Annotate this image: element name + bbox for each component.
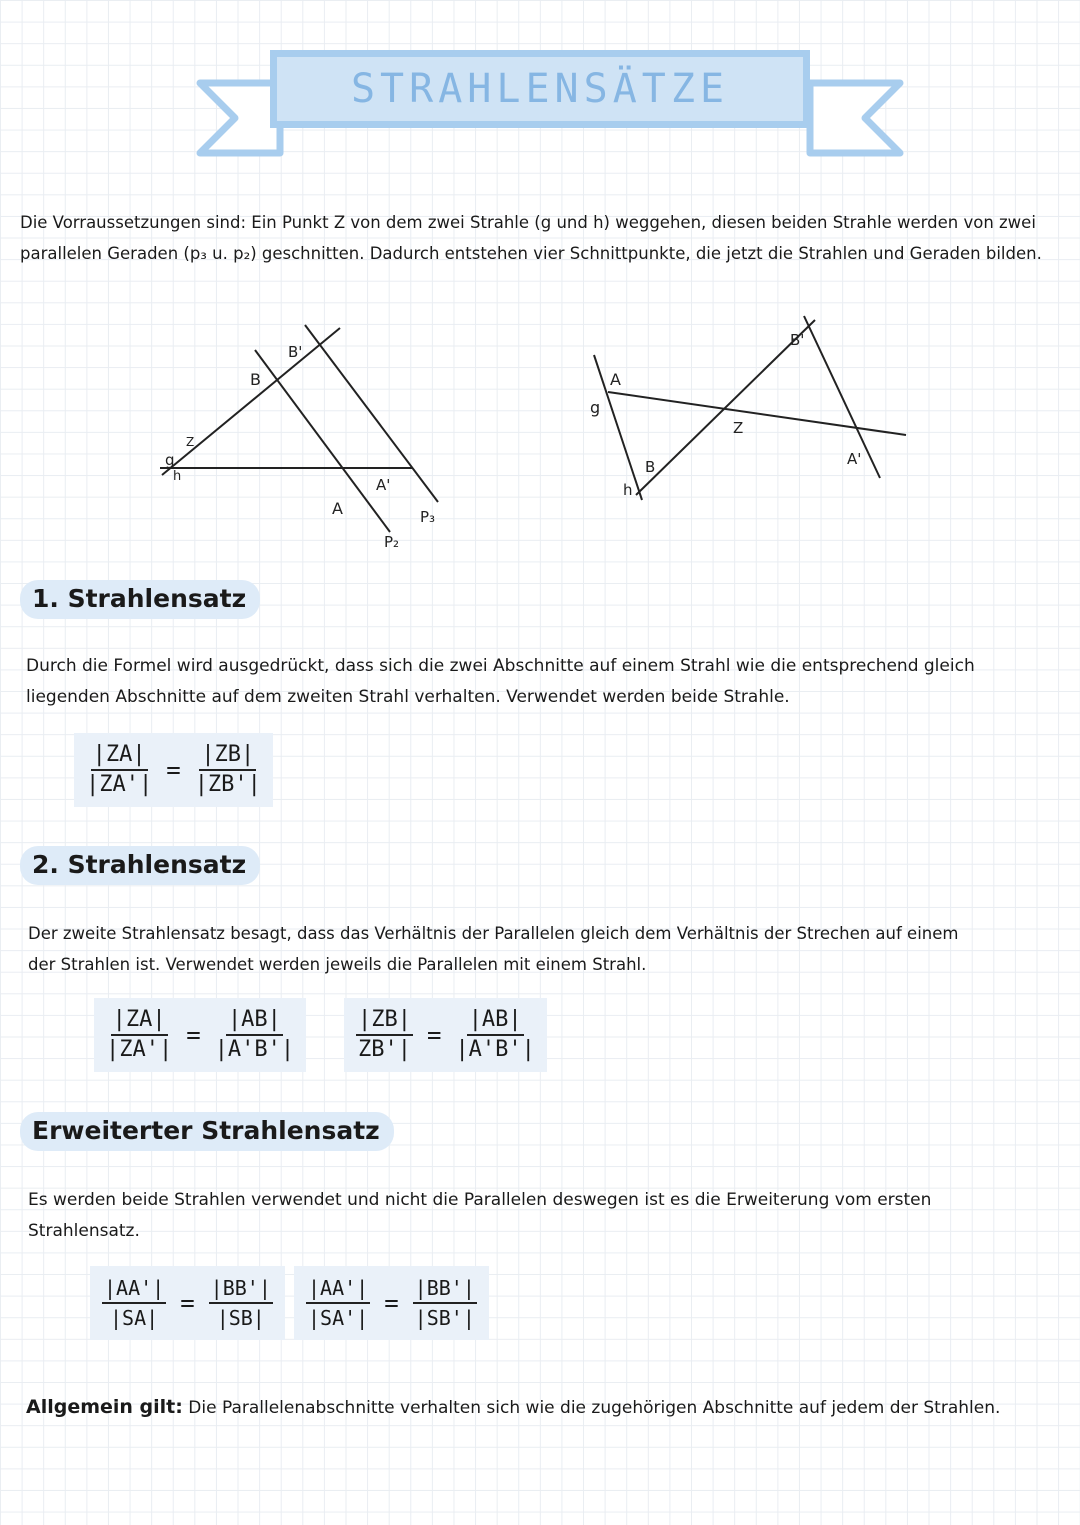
equals-sign: = xyxy=(384,1289,399,1317)
label-g: g xyxy=(165,451,175,469)
fraction-aa xyxy=(306,1275,370,1331)
fraction-ab xyxy=(215,1007,294,1063)
equals-sign: = xyxy=(186,1021,201,1049)
numerator: |BB'| xyxy=(209,1275,273,1304)
label-b-prime: B' xyxy=(288,343,303,361)
numerator: |ZB| xyxy=(199,742,256,771)
ray-g xyxy=(608,392,906,435)
denominator: |SA| xyxy=(110,1306,159,1330)
label-g: g xyxy=(590,398,601,417)
numerator: |ZB| xyxy=(356,1007,413,1036)
intro-line-1: Die Vorraussetzungen sind: Ein Punkt Z von dem zwei Strahle (g und h) weggehen, diesen beiden Strahle werden von zwei xyxy=(20,213,1036,232)
fraction-ab xyxy=(455,1007,534,1063)
numerator: |AA'| xyxy=(306,1275,370,1304)
denominator: ZB'| xyxy=(358,1037,411,1062)
conclusion-prefix: Allgemein gilt: xyxy=(26,1396,183,1418)
numerator: |ZA| xyxy=(111,1007,168,1036)
equals-sign: = xyxy=(180,1289,195,1317)
section-2-line-1: Der zweite Strahlensatz besagt, dass das Verhältnis der Parallelen gleich dem Verhältnis der Strechen auf einem xyxy=(28,924,959,943)
numerator: |AB| xyxy=(226,1007,283,1036)
equals-sign: = xyxy=(166,756,181,784)
label-p3: P₃ xyxy=(420,508,436,526)
section-3-paragraph xyxy=(28,1185,1068,1247)
formula-1 xyxy=(74,733,273,807)
ray-h xyxy=(636,320,815,495)
label-z: Z xyxy=(733,419,744,437)
equals-sign: = xyxy=(426,1021,442,1049)
denominator: |SA'| xyxy=(308,1306,369,1330)
section-2-paragraph xyxy=(28,918,1068,980)
label-b-prime: B' xyxy=(790,331,805,349)
denominator: |ZB'| xyxy=(194,772,261,797)
fraction-za xyxy=(86,742,152,798)
parallel-p3 xyxy=(305,325,438,502)
fraction-bb xyxy=(209,1275,273,1331)
section-3-line-2: Strahlensatz. xyxy=(28,1221,140,1241)
formula-2a xyxy=(94,998,306,1072)
denominator: |SB| xyxy=(216,1306,265,1330)
page-title: STRAHLENSÄTZE xyxy=(350,66,730,112)
fraction-zb xyxy=(356,1007,413,1063)
numerator: |BB'| xyxy=(413,1275,477,1304)
parallel-p2 xyxy=(255,350,390,532)
label-a-prime: A' xyxy=(847,450,862,468)
denominator: |ZA'| xyxy=(86,772,153,797)
section-1-heading: 1. Strahlensatz xyxy=(20,580,260,619)
section-1-paragraph xyxy=(26,651,1066,713)
fraction-za xyxy=(106,1007,172,1063)
section-1-line-1: Durch die Formel wird ausgedrückt, dass sich die zwei Abschnitte auf einem Strahl wie die entsprechend gleich xyxy=(26,656,975,676)
line-b-prime-a-prime xyxy=(804,316,880,478)
fraction-aa xyxy=(102,1275,166,1331)
conclusion-text: Die Parallelenabschnitte verhalten sich wie die zugehörigen Abschnitte auf jedem der Strahlen. xyxy=(182,1398,1001,1418)
label-b: B xyxy=(645,458,656,476)
ray-g xyxy=(162,328,340,475)
intro-line-2: parallelen Geraden (p₃ u. p₂) geschnitten. Dadurch entstehen vier Schnittpunkte, die jetzt die Strahlen und Geraden bilden. xyxy=(20,244,1042,263)
label-p2: P₂ xyxy=(384,533,400,551)
denominator: |ZA'| xyxy=(106,1037,173,1062)
label-h: h xyxy=(623,481,633,499)
numerator: |AB| xyxy=(467,1007,524,1036)
section-2-heading: 2. Strahlensatz xyxy=(20,846,260,885)
denominator: |A'B'| xyxy=(455,1037,535,1062)
fraction-zb xyxy=(195,742,261,798)
section-3-heading: Erweiterter Strahlensatz xyxy=(20,1112,394,1151)
diagram-1 xyxy=(140,310,480,560)
label-a: A xyxy=(610,370,621,389)
title-banner xyxy=(190,45,910,160)
numerator: |AA'| xyxy=(102,1275,166,1304)
label-a: A xyxy=(332,499,343,518)
numerator: |ZA| xyxy=(91,742,148,771)
formula-3b xyxy=(294,1266,489,1340)
label-h: h xyxy=(173,469,182,484)
label-a-prime: A' xyxy=(376,476,391,494)
banner-box xyxy=(270,50,810,128)
fraction-bb xyxy=(413,1275,477,1331)
section-1-line-2: liegenden Abschnitte auf dem zweiten Strahl verhalten. Verwendet werden beide Strahle. xyxy=(26,687,790,707)
label-b: B xyxy=(250,370,261,389)
formula-3a xyxy=(90,1266,285,1340)
diagram-2 xyxy=(580,300,920,520)
denominator: |SB'| xyxy=(414,1306,475,1330)
section-3-line-1: Es werden beide Strahlen verwendet und nicht die Parallelen deswegen ist es die Erweiterung vom ersten xyxy=(28,1190,932,1210)
formula-2b xyxy=(344,998,547,1072)
denominator: |A'B'| xyxy=(214,1037,295,1062)
label-z: Z xyxy=(186,435,195,449)
section-2-line-2: der Strahlen ist. Verwendet werden jeweils die Parallelen mit einem Strahl. xyxy=(28,955,647,974)
conclusion xyxy=(26,1392,1071,1424)
intro-paragraph xyxy=(20,207,1070,269)
